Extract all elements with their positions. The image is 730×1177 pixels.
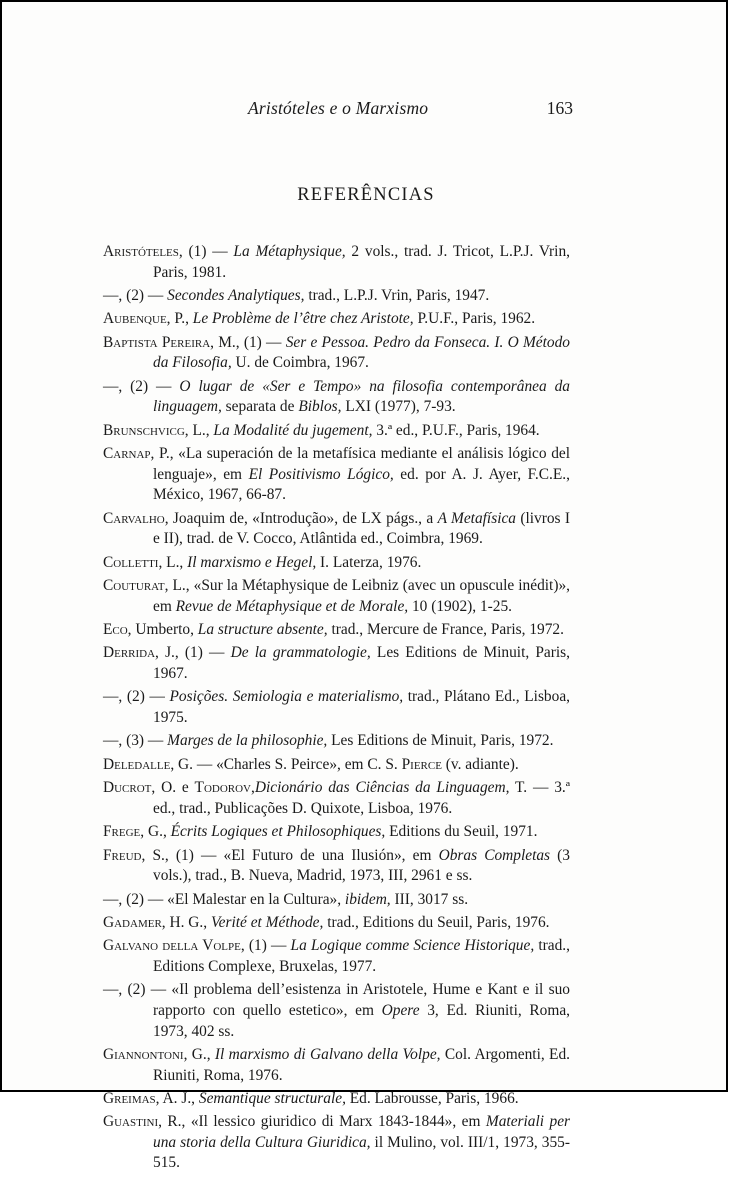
reference-text: L., «Sur la Métaphysique de Leibniz (avec un opuscule inédit)», em bbox=[153, 577, 570, 615]
reference-entry bbox=[103, 333, 570, 374]
reference-title: Biblos, bbox=[298, 398, 342, 416]
reference-author: Carnap, bbox=[103, 445, 155, 463]
reference-text: L., bbox=[188, 421, 214, 439]
reference-title: Opere bbox=[381, 1001, 420, 1019]
reference-entry bbox=[103, 822, 570, 843]
reference-title: De la grammatologie, bbox=[230, 644, 371, 662]
reference-title: Verité et Méthode, bbox=[210, 913, 324, 931]
reference-text: Col. Argomenti, Ed. Riuniti, Roma, 1976. bbox=[153, 1045, 570, 1084]
reference-entry bbox=[103, 242, 570, 283]
reference-entry bbox=[103, 913, 570, 934]
reference-author: Couturat, bbox=[103, 577, 169, 595]
reference-text: 2 vols., trad. J. Tricot, L.P.J. Vrin, Paris, 1981. bbox=[153, 243, 570, 281]
reference-author: Giannontoni, bbox=[103, 1045, 188, 1063]
reference-title: La structure absente, bbox=[197, 621, 328, 639]
reference-author: Eco, bbox=[103, 621, 132, 639]
reference-entry bbox=[103, 643, 570, 684]
reference-text: (1) — bbox=[182, 243, 234, 260]
reference-title: Ser e Pessoa. Pedro da Fonseca. I. O Método da Filosofia, bbox=[153, 333, 570, 372]
reference-text: O. e bbox=[155, 779, 195, 797]
reference-text: T. — bbox=[509, 779, 555, 797]
reference-author: Guastini, bbox=[103, 1113, 162, 1131]
reference-text: P.U.F., Paris, 1962. bbox=[413, 310, 536, 328]
reference-entry bbox=[103, 1045, 570, 1086]
reference-text: Umberto, bbox=[131, 621, 198, 639]
reference-text: —, (3) — bbox=[103, 732, 168, 750]
reference-text: Pierce bbox=[401, 755, 442, 773]
reference-entry bbox=[103, 1112, 570, 1174]
reference-text: Todorov, bbox=[194, 779, 255, 797]
reference-author: Aubenque, bbox=[103, 310, 171, 328]
reference-text: 3.ª ed., P.U.F., Paris, 1964. bbox=[372, 421, 540, 439]
reference-author: Galvano della Volpe, bbox=[103, 937, 245, 955]
running-title: Aristóteles e o Marxismo bbox=[248, 98, 429, 118]
reference-text: A. J., bbox=[159, 1089, 199, 1107]
reference-entry bbox=[103, 1089, 570, 1110]
reference-text: (1) — bbox=[244, 937, 291, 955]
reference-text: —, (2) — bbox=[103, 377, 180, 395]
reference-entry bbox=[103, 309, 570, 330]
reference-text: trad., L.P.J. Vrin, Paris, 1947. bbox=[304, 286, 490, 304]
reference-entry bbox=[103, 509, 570, 550]
reference-author: Derrida, bbox=[103, 644, 159, 662]
reference-author: Baptista Pereira, bbox=[103, 333, 214, 351]
reference-title: Marges de la philosophie, bbox=[167, 732, 328, 750]
reference-title: La Métaphysique, bbox=[233, 243, 346, 260]
reference-entry bbox=[103, 890, 570, 911]
reference-title: Materiali per una storia della Cultura Giuridica, bbox=[153, 1113, 571, 1151]
reference-title: Obras Completas bbox=[438, 846, 551, 864]
reference-text: Les Editions de Minuit, Paris, 1967. bbox=[153, 644, 571, 683]
reference-text: trad., Editions Complexe, Bruxelas, 1977. bbox=[153, 937, 570, 975]
reference-author: Brunschvicg, bbox=[103, 421, 189, 439]
reference-text: trad., Plátano Ed., Lisboa, 1975. bbox=[153, 688, 571, 727]
reference-title: Le Problème de l’être chez Aristote, bbox=[192, 310, 414, 328]
reference-title: ibidem, bbox=[344, 890, 391, 908]
reference-list bbox=[103, 242, 570, 1177]
reference-text: P., «La superación de la metafísica mediante el análisis lógico del lenguaje», em bbox=[153, 445, 570, 483]
reference-author: Aristóteles, bbox=[103, 243, 183, 260]
reference-entry bbox=[103, 620, 570, 641]
reference-author: Frege, bbox=[103, 823, 145, 841]
reference-text: Ed. Labrousse, Paris, 1966. bbox=[345, 1089, 519, 1107]
reference-title: La Logique comme Science Historique, bbox=[290, 937, 535, 955]
reference-text: —, (2) — bbox=[103, 286, 168, 304]
reference-text: I. Laterza, 1976. bbox=[316, 553, 422, 571]
reference-author: Greimas, bbox=[103, 1089, 160, 1107]
reference-text: trad., Editions du Seuil, Paris, 1976. bbox=[323, 913, 550, 931]
reference-title: Revue de Métaphysique et de Morale, bbox=[175, 597, 409, 615]
reference-text: Editions du Seuil, 1971. bbox=[385, 823, 538, 841]
reference-author: Deledalle, bbox=[103, 755, 175, 773]
reference-text: —, (2) — bbox=[103, 688, 170, 706]
reference-text: 3.ª ed., trad., Publicações D. Quixote, Lisboa, 1976. bbox=[153, 779, 571, 817]
reference-text: Joaquim de, «Introdução», de LX págs., a bbox=[168, 509, 438, 527]
reference-entry bbox=[103, 286, 570, 307]
reference-author: Freud, bbox=[103, 846, 146, 864]
reference-text: Les Editions de Minuit, Paris, 1972. bbox=[327, 732, 554, 750]
reference-entry bbox=[103, 687, 570, 728]
reference-author: Gadamer, bbox=[103, 913, 166, 931]
reference-entry bbox=[103, 444, 570, 506]
reference-text: —, (2) — «Il problema dell’esistenza in Aristotele, Hume e Kant e il suo rapporto con quello estetico», em bbox=[103, 981, 570, 1019]
reference-author: Carvalho, bbox=[103, 509, 169, 527]
reference-text: LXI (1977), 7-93. bbox=[341, 398, 456, 416]
reference-text: J., (1) — bbox=[158, 644, 231, 662]
reference-title: Il marxismo di Galvano della Volpe, bbox=[214, 1045, 441, 1063]
reference-text: separata de bbox=[221, 398, 299, 416]
reference-author: Ducrot, bbox=[103, 779, 156, 797]
reference-entry bbox=[103, 778, 570, 819]
reference-title: Dicionário das Ciências da Linguagem, bbox=[254, 779, 510, 797]
reference-text: U. de Coimbra, 1967. bbox=[231, 354, 369, 372]
reference-text: —, (2) — «El Malestar en la Cultura», bbox=[103, 890, 345, 908]
reference-entry bbox=[103, 755, 570, 776]
reference-entry bbox=[103, 731, 570, 752]
reference-text: P., bbox=[170, 310, 193, 328]
reference-text: H. G., bbox=[165, 913, 211, 931]
reference-entry bbox=[103, 377, 570, 418]
reference-title: A Metafísica bbox=[437, 509, 516, 527]
reference-text: (v. adiante). bbox=[441, 755, 519, 773]
section-heading: REFERÊNCIAS bbox=[297, 185, 435, 205]
reference-entry bbox=[103, 846, 570, 887]
page-number: 163 bbox=[546, 98, 573, 118]
reference-text: il Mulino, vol. III/1, 1973, 355-515. bbox=[153, 1133, 570, 1172]
reference-text: S., (1) — «El Futuro de una Ilusión», em bbox=[145, 846, 439, 864]
reference-entry bbox=[103, 421, 570, 442]
reference-text: G., bbox=[144, 823, 171, 841]
reference-title: Écrits Logiques et Philosophiques, bbox=[170, 823, 386, 841]
reference-entry bbox=[103, 553, 570, 574]
reference-title: Posições. Semiologia e materialismo, bbox=[169, 688, 404, 706]
reference-entry bbox=[103, 576, 570, 617]
reference-text: (livros I e II), trad. de V. Cocco, Atlântida ed., Coimbra, 1969. bbox=[153, 509, 570, 548]
reference-entry bbox=[103, 980, 570, 1042]
reference-text: M., (1) — bbox=[213, 333, 286, 351]
reference-text: L., bbox=[162, 553, 188, 571]
reference-text: G., bbox=[187, 1045, 215, 1063]
reference-text: R., «Il lessico giuridico di Marx 1843-1844», em bbox=[161, 1113, 486, 1131]
reference-text: trad., Mercure de France, Paris, 1972. bbox=[327, 621, 564, 639]
reference-text: ed. por A. J. Ayer, F.C.E., México, 1967, 66-87. bbox=[153, 465, 570, 504]
reference-title: Secondes Analytiques, bbox=[167, 286, 305, 304]
reference-title: El Positivismo Lógico, bbox=[248, 465, 394, 483]
reference-title: La Modalité du jugement, bbox=[213, 421, 373, 439]
reference-text: III, 3017 ss. bbox=[390, 890, 469, 908]
reference-title: O lugar de «Ser e Tempo» na filosofia contemporânea da linguagem, bbox=[153, 377, 570, 416]
reference-text: G. — «Charles S. Peirce», em C. S. bbox=[174, 755, 402, 773]
reference-author: Colletti, bbox=[103, 553, 163, 571]
reference-title: Semantique structurale, bbox=[198, 1089, 346, 1107]
reference-text: (3 vols.), trad., B. Nueva, Madrid, 1973, III, 2961 e ss. bbox=[153, 846, 571, 885]
reference-title: Il marxismo e Hegel, bbox=[187, 553, 317, 571]
reference-text: 3, Ed. Riuniti, Roma, 1973, 402 ss. bbox=[153, 1001, 570, 1040]
reference-entry bbox=[103, 936, 570, 977]
reference-text: 10 (1902), 1-25. bbox=[408, 597, 513, 615]
